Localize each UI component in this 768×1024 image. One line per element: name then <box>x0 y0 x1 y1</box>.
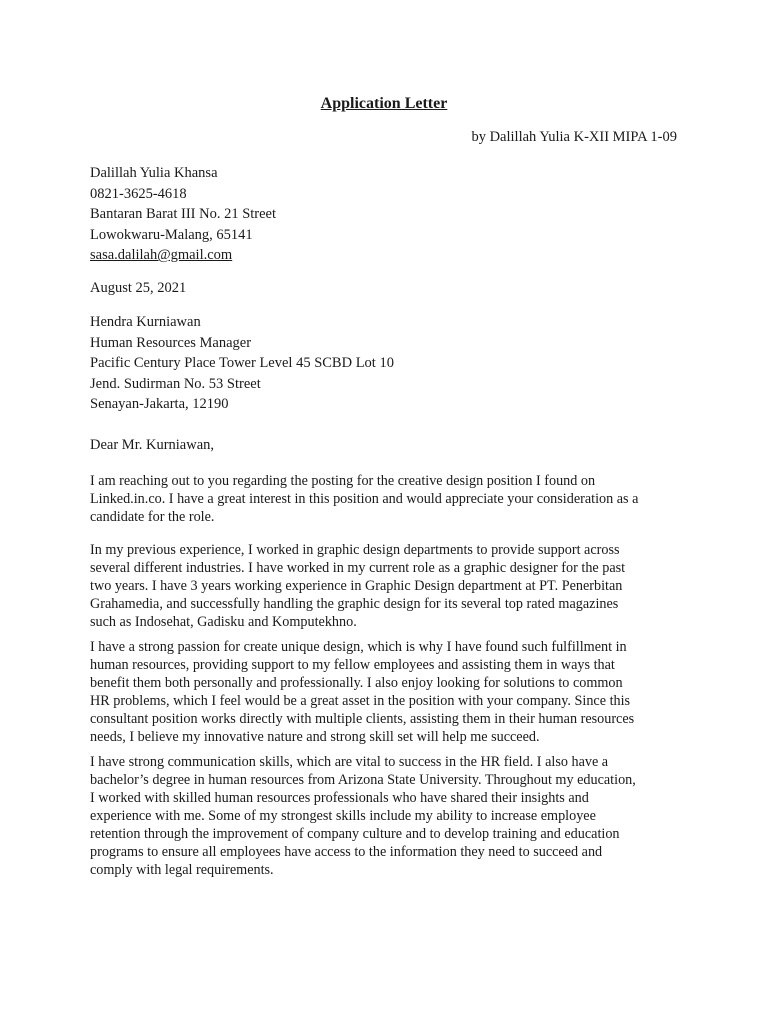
paragraph-line: benefit them both personally and professionally. I also enjoy looking for solutions to common <box>90 675 623 691</box>
recipient-street: Jend. Sudirman No. 53 Street <box>90 375 261 392</box>
paragraph-line: retention through the improvement of company culture and to develop training and education <box>90 826 620 842</box>
salutation-block <box>90 435 690 456</box>
paragraph-line: needs, I believe my innovative nature and strong skill set will help me succeed. <box>90 729 540 745</box>
paragraph-line: In my previous experience, I worked in graphic design departments to provide support across <box>90 542 620 558</box>
sender-email-link[interactable]: sasa.dalilah@gmail.com <box>90 247 233 263</box>
recipient-position: Human Resources Manager <box>90 334 252 351</box>
paragraph-line: two years. I have 3 years working experience in Graphic Design department at PT. Penerbitan <box>90 578 623 594</box>
letter-date: August 25, 2021 <box>90 280 187 296</box>
paragraph-line: experience with me. Some of my strongest skills include my ability to increase employee <box>90 808 596 824</box>
salutation: Dear Mr. Kurniawan, <box>90 437 215 453</box>
paragraph-line: bachelor’s degree in human resources from Arizona State University. Throughout my education, <box>90 772 636 788</box>
paragraph-line: such as Indosehat, Gadisku and Komputekhno. <box>90 614 357 630</box>
sender-phone: 0821-3625-4618 <box>90 185 187 202</box>
body-paragraph-2 <box>90 541 690 631</box>
paragraph-line: consultant position works directly with multiple clients, assisting them in their human resources <box>90 711 635 727</box>
paragraph-line: Grahamedia, and successfully handling the graphic design for its several top rated magazines <box>90 596 619 612</box>
sender-address-block <box>90 163 690 266</box>
paragraph-line: candidate for the role. <box>90 509 215 525</box>
recipient-city: Senayan-Jakarta, 12190 <box>90 396 229 412</box>
paragraph-line: I have a strong passion for create unique design, which is why I have found such fulfillment in <box>90 639 627 655</box>
sender-street: Bantaran Barat III No. 21 Street <box>90 206 277 222</box>
paragraph-line: programs to ensure all employees have access to the information they need to succeed and <box>90 844 603 860</box>
author-byline: by Dalillah Yulia K-XII MIPA 1-09 <box>471 129 677 145</box>
body-paragraph-4 <box>90 753 690 879</box>
body-paragraph-3 <box>90 638 690 746</box>
paragraph-line: HR problems, which I feel would be a great asset in the position with your company. Since this <box>90 693 631 709</box>
paragraph-line: human resources, providing support to my fellow employees and assisting them in ways that <box>90 657 615 673</box>
recipient-name: Hendra Kurniawan <box>90 314 201 330</box>
paragraph-line: several different industries. I have worked in my current role as a graphic designer for the past <box>90 560 626 576</box>
sender-name: Dalillah Yulia Khansa <box>90 165 218 181</box>
letter-date-block <box>90 278 690 299</box>
paragraph-line: I am reaching out to you regarding the posting for the creative design position I found on <box>90 473 596 489</box>
body-paragraph-1 <box>90 472 690 526</box>
paragraph-line: Linked.in.co. I have a great interest in this position and would appreciate your consideration as a <box>90 491 639 507</box>
letter-title: Application Letter <box>320 95 448 112</box>
paragraph-line: I have strong communication skills, which are vital to success in the HR field. I also have a <box>90 754 609 770</box>
sender-city: Lowokwaru-Malang, 65141 <box>90 226 253 243</box>
paragraph-line: I worked with skilled human resources professionals who have shared their insights and <box>90 790 589 806</box>
recipient-address-block <box>90 312 690 415</box>
paragraph-line: comply with legal requirements. <box>90 862 274 878</box>
recipient-building: Pacific Century Place Tower Level 45 SCBD Lot 10 <box>90 355 394 371</box>
